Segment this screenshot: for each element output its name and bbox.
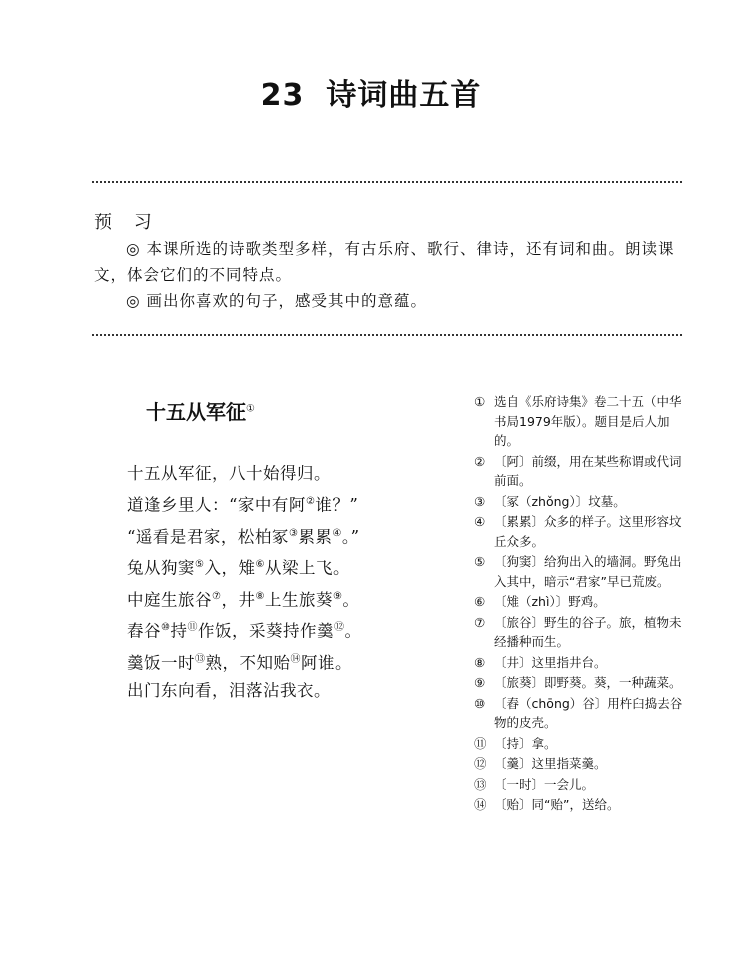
footnote (474, 673, 686, 693)
poem-text: 舂谷 (127, 621, 161, 641)
poem-text: 羹饭一时 (127, 653, 195, 672)
footnote-text: 〔旅谷〕野生的谷子。旅，植物未经播种而生。 (494, 614, 682, 649)
footnote-text: 〔舂（chōng）谷〕用杵臼捣去谷物的皮壳。 (494, 695, 683, 730)
poem-line (127, 677, 467, 705)
poem-line (127, 551, 467, 583)
footnote (474, 775, 686, 795)
footnote-ref: ④ (332, 527, 342, 539)
footnote-ref: ⑭ (290, 653, 301, 665)
footnote-number: ⑫ (474, 756, 487, 771)
footnote-number: ⑤ (474, 554, 486, 569)
poem-text: 累累 (298, 527, 333, 546)
footnote-ref: ⑩ (161, 622, 171, 633)
footnote-ref: ⑫ (333, 622, 345, 633)
footnote (474, 452, 686, 491)
preview-item: ◎ 本课所选的诗歌类型多样，有古乐府、歌行、律诗，还有词和曲。朗读课文，体会它们的不同特点。 (94, 240, 675, 284)
footnote-number: ④ (474, 514, 486, 529)
footnote (474, 492, 686, 512)
footnote-number: ② (474, 453, 486, 469)
footnote-ref: ⑪ (187, 622, 198, 633)
footnote (474, 754, 686, 774)
poem-line (127, 520, 467, 552)
footnote-text: 〔冢（zhǒng）〕坟墓。 (494, 493, 626, 509)
poem-text: 从梁上飞。 (264, 558, 350, 578)
footnote (474, 592, 686, 612)
poem-title-note-ref: ① (246, 403, 255, 415)
bottom-divider (92, 334, 682, 336)
footnote-text: 选自《乐府诗集》卷二十五（中华书局1979年版）。题目是后人加的。 (494, 394, 682, 448)
lesson-title (0, 70, 742, 114)
footnote (474, 552, 686, 591)
footnote-ref: ⑧ (255, 590, 265, 602)
footnote (474, 795, 686, 815)
footnote (474, 653, 686, 673)
poem-line (127, 614, 467, 646)
footnote-ref: ⑦ (212, 590, 222, 602)
poem-text: 作饭，采葵持作羹 (197, 621, 334, 641)
poem-text: 兔从狗窦 (127, 558, 195, 578)
top-divider (92, 181, 682, 183)
footnote (474, 694, 686, 733)
poem-text: 上生旅葵 (264, 590, 333, 609)
footnote-number: ⑧ (474, 654, 486, 670)
poem-text: 出门东向看，泪落沾我衣。 (127, 681, 331, 700)
poem-text: 持 (170, 621, 188, 641)
poem-text: 谁？” (315, 495, 359, 515)
poem-text: 阿谁。 (301, 653, 352, 672)
footnote-number: ① (474, 394, 486, 409)
poem-text: 熟，不知贻 (205, 653, 291, 672)
footnote-ref: ⑬ (195, 653, 206, 665)
poem-text: “遥看是君家，松柏冢 (127, 527, 289, 546)
preview-heading: 预 习 (94, 212, 160, 233)
footnote-ref: ⑨ (332, 590, 343, 602)
footnote-text: 〔雉（zhì）〕野鸡。 (494, 594, 606, 609)
footnote-text: 〔持〕拿。 (494, 735, 557, 751)
footnote-number: ⑬ (474, 776, 487, 792)
poem-text: 入，雉 (204, 558, 256, 578)
poem-text: 中庭生旅谷 (127, 590, 212, 609)
poem-text: 十五从军征，八十始得归。 (127, 464, 331, 483)
footnote-text: 〔井〕这里指井台。 (494, 654, 607, 670)
poem-title-text: 十五从军征 (146, 400, 246, 424)
footnote-ref: ② (305, 496, 316, 507)
poem-title (146, 396, 255, 425)
poem-line (127, 583, 467, 615)
footnotes (474, 392, 686, 816)
footnote-number: ⑭ (474, 797, 487, 812)
footnote-text: 〔累累〕众多的样子。这里形容坟丘众多。 (494, 514, 682, 549)
footnote-text: 〔羹〕这里指菜羹。 (494, 756, 607, 771)
footnote (474, 613, 686, 652)
poem-text: 。 (344, 621, 362, 641)
poem-text: 。 (342, 590, 360, 609)
poem-line (127, 460, 467, 488)
footnote-text: 〔贻〕同“贻”，送给。 (494, 797, 620, 812)
poem-line (127, 488, 467, 520)
footnote-text: 〔狗窦〕给狗出入的墙洞。野兔出入其中，暗示“君家”早已荒废。 (494, 554, 682, 589)
footnote-number: ③ (474, 493, 486, 509)
poem-text: 道逢乡里人：“家中有阿 (127, 495, 306, 515)
lesson-number: 23 (260, 78, 305, 113)
lesson-title-text: 诗词曲五首 (326, 78, 482, 113)
footnote-number: ⑪ (474, 735, 487, 751)
footnote (474, 512, 686, 551)
footnote-ref: ⑤ (195, 559, 205, 570)
footnote-text: 〔旅葵〕即野葵。葵，一种蔬菜。 (494, 675, 682, 690)
poem-line (127, 646, 467, 678)
poem-text: 。” (341, 527, 360, 546)
footnote (474, 392, 686, 451)
footnote-number: ⑥ (474, 594, 486, 609)
footnote-number: ⑨ (474, 675, 486, 690)
footnote-text: 〔一时〕一会儿。 (494, 776, 595, 792)
footnote-number: ⑩ (474, 695, 486, 711)
footnote-text: 〔阿〕前缀，用在某些称谓或代词前面。 (494, 453, 682, 488)
footnote (474, 734, 686, 754)
footnote-number: ⑦ (474, 614, 486, 630)
footnote-ref: ③ (288, 527, 299, 539)
footnote-ref: ⑥ (255, 559, 265, 570)
preview-item: ◎ 画出你喜欢的句子，感受其中的意蕴。 (126, 292, 427, 310)
poem-text: ，井 (221, 590, 256, 609)
poem-body (127, 460, 467, 705)
